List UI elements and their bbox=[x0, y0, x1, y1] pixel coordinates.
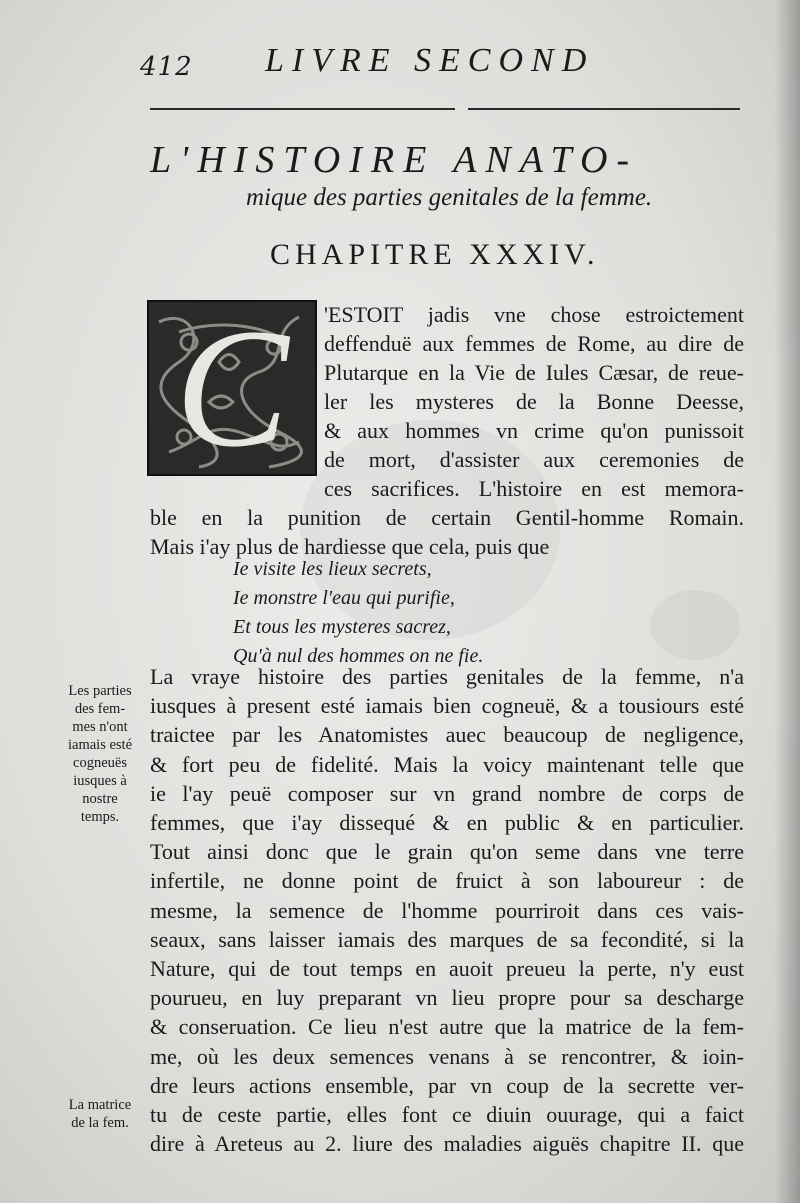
verse-line: Ie visite les lieux secrets, bbox=[233, 558, 432, 580]
text-line: pourueu, en luy preparant vn lieu propre pour sa descharge bbox=[150, 985, 744, 1011]
page-number: 412 bbox=[140, 52, 193, 82]
text-line: Mais i'ay plus de hardiesse que cela, puis que bbox=[150, 534, 550, 559]
margin-note-line: Les parties bbox=[68, 683, 132, 699]
verse-line: Qu'à nul des hommes on ne fie. bbox=[233, 645, 484, 667]
margin-note-line: mes n'ont bbox=[72, 719, 128, 735]
text-line: seaux, sans laisser iamais des marques de sa fecondité, si la bbox=[150, 926, 744, 952]
text-line: & aux hommes vn crime qu'on punissoit bbox=[324, 418, 744, 443]
text-line: dre leurs actions ensemble, par vn coup de la secrette ver- bbox=[150, 1072, 744, 1098]
text-line: & conseruation. Ce lieu n'est autre que la matrice de la fem- bbox=[150, 1014, 744, 1040]
margin-note bbox=[56, 1096, 144, 1132]
chapter-number: CHAPITRE XXXIV. bbox=[270, 238, 600, 271]
text-line: infertile, ne donne point de fruict à son laboureur : de bbox=[150, 868, 744, 894]
running-head: LIVRE SECOND bbox=[265, 42, 595, 79]
margin-note-line: iusques à bbox=[73, 773, 127, 789]
initial-letter: C bbox=[175, 294, 289, 482]
margin-note-line: iamais esté bbox=[67, 737, 133, 753]
margin-note-line: de la fem. bbox=[71, 1115, 129, 1131]
text-line: deffenduë aux femmes de Rome, au dire de bbox=[324, 331, 744, 356]
header-rule bbox=[468, 108, 740, 110]
text-line: ler les mysteres de la Bonne Deesse, bbox=[324, 389, 744, 414]
text-line: Plutarque en la Vie de Iules Cæsar, de reue- bbox=[324, 360, 744, 385]
verse-line: Et tous les mysteres sacrez, bbox=[233, 616, 451, 638]
text-line: 'ESTOIT jadis vne chose estroictement bbox=[324, 302, 744, 327]
header-rule bbox=[150, 108, 455, 110]
text-line: de mort, d'assister aux ceremonies de bbox=[324, 447, 744, 472]
text-line: ie l'ay peuë composer sur vn grand nombre de corps de bbox=[150, 780, 744, 806]
text-line: traictee par les Anatomistes auec beaucoup de negligence, bbox=[150, 722, 744, 748]
margin-note bbox=[56, 682, 144, 826]
margin-note-line: La matrice bbox=[68, 1097, 132, 1113]
text-line: & fort peu de fidelité. Mais la voicy maintenant telle que bbox=[150, 751, 744, 777]
margin-note-line: des fem- bbox=[74, 701, 126, 717]
chapter-title-line1: L'HISTOIRE ANATO- bbox=[150, 139, 639, 181]
text-line: Nature, qui de tout temps en auoit preueu la perte, n'y eust bbox=[150, 956, 744, 982]
main-paragraph bbox=[150, 662, 744, 1158]
text-line: femmes, que i'ay dissequé & en public & en particulier. bbox=[150, 810, 744, 836]
text-line: tu de ceste partie, elles font ce diuin ouurage, qui a faict bbox=[150, 1102, 744, 1128]
chapter-title-line2: mique des parties genitales de la femme. bbox=[246, 184, 653, 211]
page-spine-shadow bbox=[774, 0, 800, 1203]
margin-note-line: temps. bbox=[80, 809, 120, 825]
text-line: ces sacrifices. L'histoire en est memora- bbox=[324, 476, 744, 501]
text-line: dire à Areteus au 2. liure des maladies aiguës chapitre II. que bbox=[150, 1131, 744, 1157]
margin-note-line: nostre bbox=[82, 791, 118, 807]
verse-quotation bbox=[233, 555, 483, 671]
text-line: iusques à present esté iamais bien cogneuë, & a tousiours esté bbox=[150, 693, 744, 719]
margin-note-line: cogneuës bbox=[73, 755, 127, 771]
text-line: ble en la punition de certain Gentil-homme Romain. bbox=[150, 505, 744, 530]
text-line: La vraye histoire des parties genitales de la femme, n'a bbox=[150, 664, 744, 689]
text-line: mesme, la semence de l'homme pourriroit dans ces vais- bbox=[150, 897, 744, 923]
text-line: Tout ainsi donc que le grain qu'on seme dans vne terre bbox=[150, 839, 744, 865]
verse-line: Ie monstre l'eau qui purifie, bbox=[233, 587, 455, 609]
intro-paragraph bbox=[150, 294, 744, 561]
text-line: me, où les deux semences venans à se rencontrer, & ioin- bbox=[150, 1043, 744, 1069]
paper-stain bbox=[650, 590, 740, 660]
